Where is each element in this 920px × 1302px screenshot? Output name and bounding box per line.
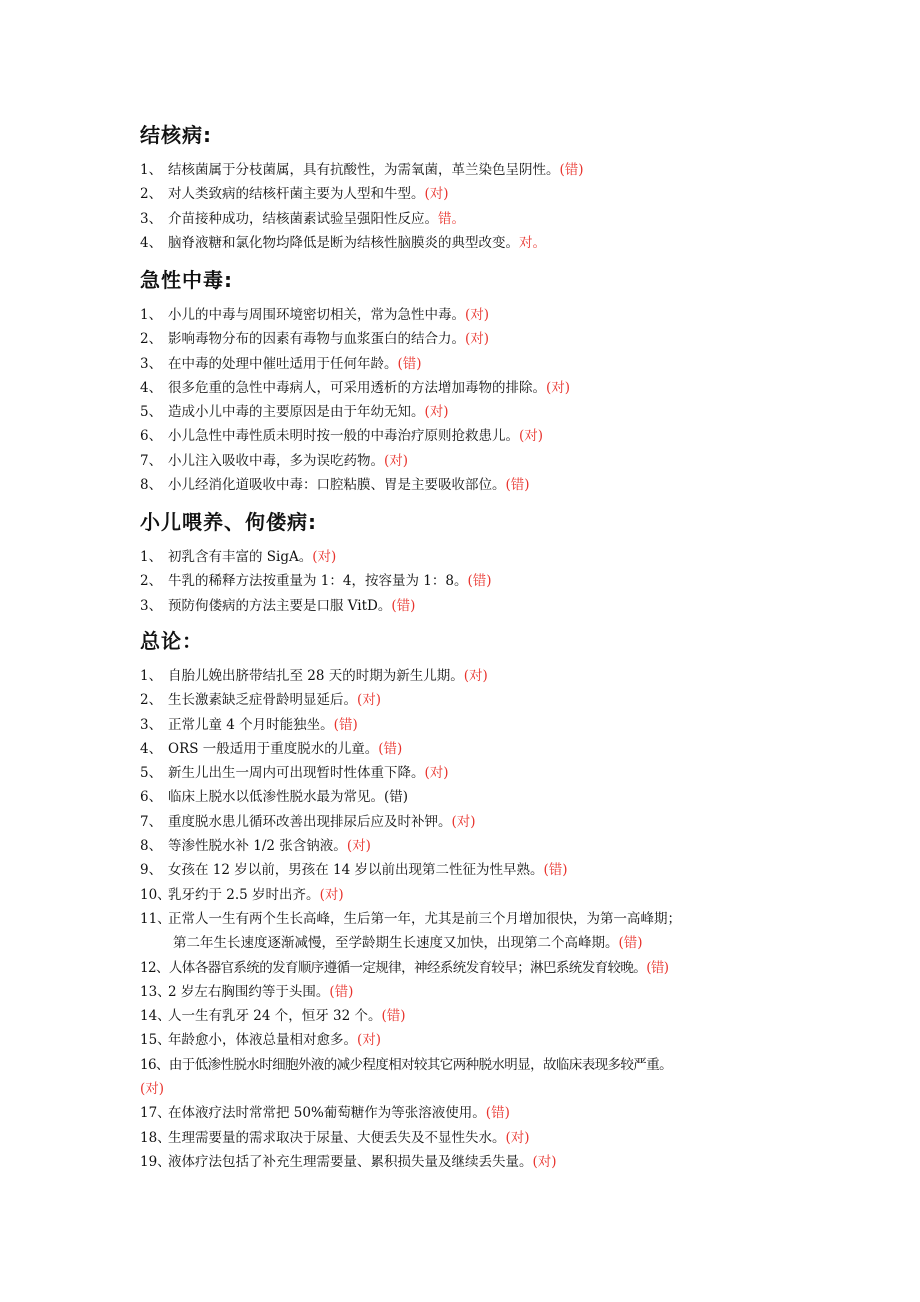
item-number: 1、	[140, 549, 163, 565]
item-number: 9、	[140, 862, 163, 879]
item-text: 人体各器官系统的发育顺序遵循一定规律，神经系统发育较早；淋巴系统发育较晚。	[168, 959, 647, 976]
list-item	[140, 785, 800, 809]
answer-mark: (对)	[357, 1032, 382, 1049]
section-heading: 总论：	[140, 629, 203, 653]
list-item	[140, 545, 800, 569]
list-item	[140, 664, 800, 688]
item-number: 3、	[140, 716, 163, 733]
list-item	[140, 688, 800, 712]
answer-mark: (对)	[140, 1081, 165, 1098]
item-number: 1、	[140, 162, 163, 178]
item-number: 4、	[140, 234, 163, 251]
answer-mark: (对)	[463, 668, 488, 684]
answer-mark: (对)	[357, 692, 382, 709]
item-number: 8、	[140, 477, 163, 494]
answer-mark: (错)	[397, 355, 422, 372]
item-number: 2、	[140, 692, 163, 709]
answer-mark: 对。	[519, 234, 546, 251]
item-text: 结核菌属于分枝菌属，具有抗酸性，为需氧菌，革兰染色呈阴性。	[168, 162, 560, 178]
answer-mark: (错)	[646, 959, 669, 976]
answer-mark: (对)	[465, 331, 490, 348]
item-text: 年龄愈小，体液总量相对愈多。	[168, 1032, 357, 1049]
answer-mark: (对)	[546, 379, 571, 396]
item-text: 正常人一生有两个生长高峰，生后第一年，尤其是前三个月增加很快，为第一高峰期；	[168, 910, 681, 927]
answer-mark: (错)	[378, 740, 403, 757]
list-item	[140, 1126, 800, 1150]
item-text: 小儿急性中毒性质未明时按一般的中毒治疗原则抢救患儿。	[168, 428, 519, 445]
item-text: 重度脱水患儿循环改善出现排尿后应及时补钾。	[168, 813, 452, 830]
list-item	[140, 1150, 800, 1174]
answer-mark: (对)	[384, 452, 409, 469]
answer-mark: (对)	[424, 404, 449, 421]
answer-mark: (错)	[391, 597, 416, 614]
item-text: 女孩在 12 岁以前，男孩在 14 岁以前出现第二性征为性早熟。	[168, 862, 544, 879]
list-item	[140, 1101, 800, 1125]
item-text: 液体疗法包括了补充生理需要量、累积损失量及继续丢失量。	[168, 1153, 533, 1170]
list-item	[140, 158, 800, 182]
item-text: 造成小儿中毒的主要原因是由于年幼无知。	[168, 404, 425, 421]
item-number: 14、	[140, 1008, 171, 1025]
item-text: 对人类致病的结核杆菌主要为人型和牛型。	[168, 186, 425, 203]
list-item	[140, 376, 800, 400]
list-item	[140, 883, 800, 907]
item-number: 2、	[140, 331, 163, 348]
item-text: 在体液疗法时常常把 50%葡萄糖作为等张溶液使用。	[168, 1105, 486, 1122]
list-item	[140, 810, 800, 834]
answer-mark: (对)	[424, 186, 449, 203]
answer-mark: 错。	[438, 210, 465, 227]
item-number: 8、	[140, 838, 163, 855]
list-item	[140, 424, 800, 448]
item-text: 小儿经消化道吸收中毒：口腔粘膜、胃是主要吸收部位。	[168, 477, 506, 494]
answer-mark: (对)	[424, 765, 449, 782]
list-item	[140, 1028, 800, 1052]
item-text: 牛乳的稀释方法按重量为 1：4，按容量为 1：8。	[168, 573, 468, 590]
item-number: 4、	[140, 379, 163, 396]
answer-mark: (对)	[319, 886, 344, 903]
item-text: 等渗性脱水补 1/2 张含钠液。	[168, 838, 347, 855]
item-text: 生理需要量的需求取决于尿量、大便丢失及不显性失水。	[168, 1129, 506, 1146]
item-number: 5、	[140, 765, 163, 782]
section-heading: 小儿喂养、佝偻病:	[140, 510, 317, 534]
item-number: 15、	[140, 1032, 171, 1049]
item-text: ORS 一般适用于重度脱水的儿童。	[168, 740, 379, 757]
item-number: 13、	[140, 983, 171, 1000]
item-number: 3、	[140, 210, 163, 227]
item-number: 2、	[140, 186, 163, 203]
item-text: 介苗接种成功，结核菌素试验呈强阳性反应。	[168, 210, 438, 227]
list-item	[140, 207, 800, 231]
list-item	[140, 449, 800, 473]
item-number: 16、	[140, 1056, 169, 1073]
list-item	[140, 907, 800, 931]
list-item	[140, 327, 800, 351]
list-item-continuation	[140, 1077, 800, 1101]
item-text: 乳牙约于 2.5 岁时出齐。	[168, 886, 320, 903]
item-number: 18、	[140, 1129, 171, 1146]
answer-mark: (对)	[451, 813, 476, 830]
answer-mark: (对)	[312, 549, 337, 565]
list-item	[140, 713, 800, 737]
item-number: 2、	[140, 573, 163, 590]
answer-mark: (错)	[505, 477, 530, 494]
list-item	[140, 761, 800, 785]
item-text: 自胎儿娩出脐带结扎至 28 天的时期为新生儿期。	[168, 668, 464, 684]
item-number: 4、	[140, 740, 163, 757]
item-text: 正常儿童 4 个月时能独坐。	[168, 716, 334, 733]
list-item	[140, 980, 800, 1004]
answer-mark: (错)	[543, 862, 568, 879]
item-number: 19、	[140, 1153, 171, 1170]
answer-mark: (错)	[333, 716, 358, 733]
answer-mark: (对)	[465, 307, 490, 323]
list-item	[140, 834, 800, 858]
item-text: 预防佝偻病的方法主要是口服 VitD。	[168, 597, 392, 614]
answer-mark: (对)	[346, 838, 371, 855]
item-number: 3、	[140, 597, 163, 614]
list-item-continuation	[140, 931, 800, 955]
item-text: 新生儿出生一周内可出现暂时性体重下降。	[168, 765, 425, 782]
answer-mark: (错)	[467, 573, 492, 590]
list-item	[140, 858, 800, 882]
answer-mark: (错)	[381, 1008, 406, 1025]
answer-mark: (对)	[505, 1129, 530, 1146]
answer-mark: (错)	[559, 162, 584, 178]
item-text: 小儿注入吸收中毒，多为误吃药物。	[168, 452, 384, 469]
list-item	[140, 231, 800, 255]
item-text: 很多危重的急性中毒病人，可采用透析的方法增加毒物的排除。	[168, 379, 546, 396]
list-item	[140, 1004, 800, 1028]
answer-mark: (对)	[532, 1153, 557, 1170]
item-number: 11、	[140, 910, 171, 927]
section-heading: 结核病:	[140, 123, 212, 147]
answer-mark: (错)	[329, 983, 354, 1000]
item-text: 2 岁左右胸围约等于头围。	[168, 983, 330, 1000]
item-number: 7、	[140, 452, 163, 469]
list-item	[140, 737, 800, 761]
item-text: 临床上脱水以低渗性脱水最为常见。	[168, 789, 384, 806]
answer-mark: (错)	[384, 789, 409, 806]
list-item	[140, 303, 800, 327]
answer-mark: (错)	[618, 935, 643, 952]
item-text: 人一生有乳牙 24 个，恒牙 32 个。	[168, 1008, 382, 1025]
list-item	[140, 956, 800, 980]
item-number: 6、	[140, 428, 163, 445]
section-infant-feeding-rickets	[140, 507, 800, 618]
item-text: 由于低渗性脱水时细胞外液的减少程度相对较其它两种脱水明显，故临床表现多较严重。	[168, 1056, 672, 1073]
item-number: 7、	[140, 813, 163, 830]
item-text: 第二年生长速度逐渐减慢，至学龄期生长速度又加快，出现第二个高峰期。	[173, 935, 619, 952]
item-text: 小儿的中毒与周围环境密切相关，常为急性中毒。	[168, 307, 465, 323]
list-item	[140, 1053, 800, 1077]
answer-mark: (对)	[519, 428, 544, 445]
item-number: 1、	[140, 307, 163, 323]
list-item	[140, 352, 800, 376]
list-item	[140, 473, 800, 497]
section-general	[140, 626, 800, 1174]
item-number: 12、	[140, 959, 169, 976]
section-acute-poisoning	[140, 265, 800, 497]
item-number: 17、	[140, 1105, 171, 1122]
item-number: 5、	[140, 404, 163, 421]
list-item	[140, 594, 800, 618]
list-item	[140, 400, 800, 424]
item-number: 1、	[140, 668, 163, 684]
item-number: 10、	[140, 886, 171, 903]
answer-mark: (错)	[485, 1105, 510, 1122]
list-item	[140, 569, 800, 593]
item-text: 在中毒的处理中催吐适用于任何年龄。	[168, 355, 398, 372]
section-tuberculosis	[140, 120, 800, 255]
item-text: 脑脊液糖和氯化物均降低是断为结核性脑膜炎的典型改变。	[168, 234, 519, 251]
item-number: 3、	[140, 355, 163, 372]
item-number: 6、	[140, 789, 163, 806]
item-text: 影响毒物分布的因素有毒物与血浆蛋白的结合力。	[168, 331, 465, 348]
section-heading: 急性中毒:	[140, 268, 233, 292]
list-item	[140, 182, 800, 206]
item-text: 生长激素缺乏症骨龄明显延后。	[168, 692, 357, 709]
item-text: 初乳含有丰富的 SigA。	[168, 549, 313, 565]
